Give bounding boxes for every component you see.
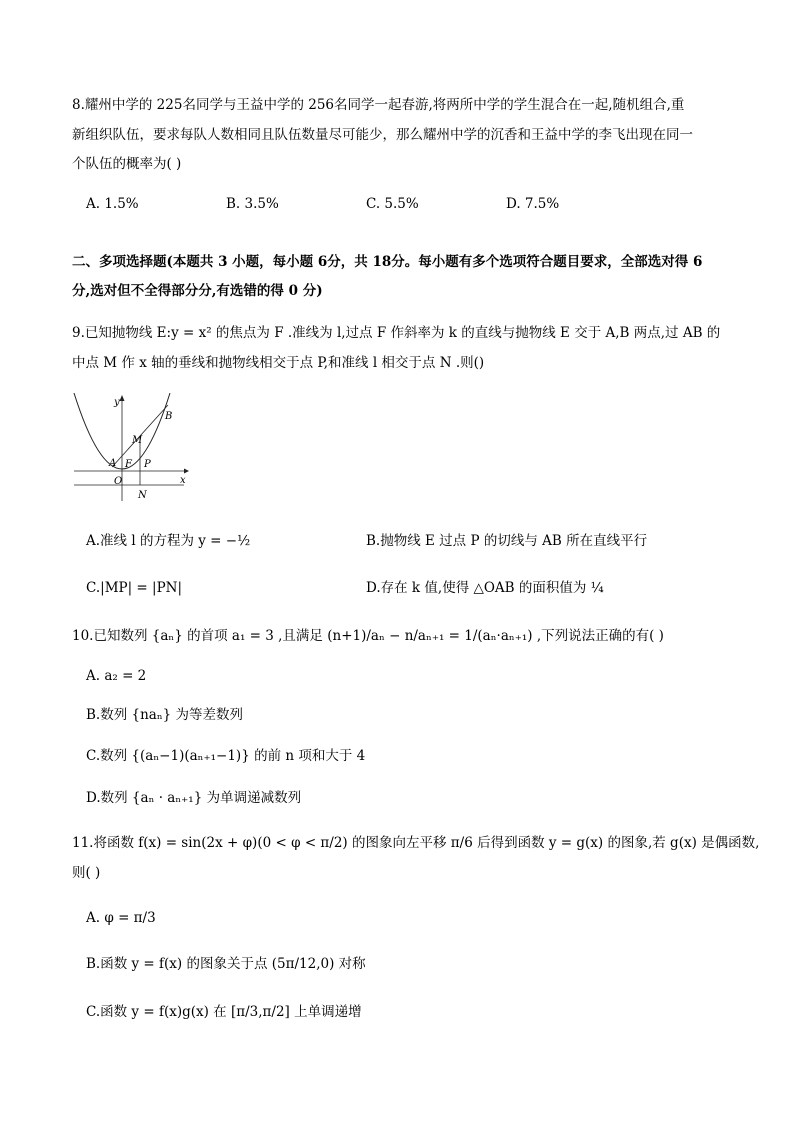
q8-option-d: D. 7.5% xyxy=(506,196,560,212)
q8-option-b: B. 3.5% xyxy=(226,196,279,212)
q10-stem: 10.已知数列 {aₙ} 的首项 a₁ = 3 ,且满足 (n+1)/aₙ − n/aₙ₊₁ = 1/(aₙ·aₙ₊₁) ,下列说法正确的有( ) xyxy=(72,628,664,644)
q8-line-3: 个队伍的概率为( ) xyxy=(72,156,182,172)
q9-line-1: 9.已知抛物线 E:y = x² 的焦点为 F .准线为 l,过点 F 作斜率为 k 的直线与抛物线 E 交于 A,B 两点,过 AB 的 xyxy=(72,325,721,341)
q11-option-c: C.函数 y = f(x)g(x) 在 [π/3,π/2] 上单调递增 xyxy=(86,1004,362,1020)
section-2-heading-line-1: 二、多项选择题(本题共 3 小题，每小题 6分，共 18分。每小题有多个选项符合题目要求，全部选对得 6 xyxy=(72,254,703,270)
section-2-heading-line-2: 分,选对但不全得部分分,有选错的得 0 分) xyxy=(72,283,323,299)
q9-option-b: B.抛物线 E 过点 P 的切线与 AB 所在直线平行 xyxy=(366,533,648,549)
label-f: F xyxy=(125,459,132,470)
label-x: x xyxy=(180,475,186,486)
q9-line-2: 中点 M 作 x 轴的垂线和抛物线相交于点 P,和准线 l 相交于点 N .则() xyxy=(72,355,485,371)
y-axis-arrow xyxy=(120,395,125,401)
q8-line-1: 8.耀州中学的 225名同学与王益中学的 256名同学一起春游,将两所中学的学生混合在一起,随机组合,重 xyxy=(72,97,685,113)
q8-line-2: 新组织队伍，要求每队人数相同且队伍数量尽可能少，那么耀州中学的沉香和王益中学的李飞出现在同一 xyxy=(72,127,693,143)
label-n: N xyxy=(138,490,147,501)
q10-option-a: A. a₂ = 2 xyxy=(86,668,147,684)
q9-option-d: D.存在 k 值,使得 △OAB 的面积值为 ¼ xyxy=(366,580,604,596)
label-m: M xyxy=(132,435,143,446)
q10-option-c: C.数列 {(aₙ−1)(aₙ₊₁−1)} 的前 n 项和大于 4 xyxy=(86,748,366,764)
q11-line-1: 11.将函数 f(x) = sin(2x + φ)(0 < φ < π/2) 的图象向左平移 π/6 后得到函数 y = g(x) 的图象,若 g(x) 是偶函数, xyxy=(72,835,760,851)
q9-option-a: A.准线 l 的方程为 y = −½ xyxy=(86,533,251,549)
q10-option-d: D.数列 {aₙ · aₙ₊₁} 为单调递减数列 xyxy=(86,790,302,806)
label-o: O xyxy=(114,476,123,487)
label-p: P xyxy=(144,459,151,470)
x-axis-arrow xyxy=(184,469,189,474)
label-y: y xyxy=(114,397,120,408)
label-a: A xyxy=(109,458,117,469)
q9-option-c: C.|MP| = |PN| xyxy=(86,580,183,596)
q11-line-2: 则( ) xyxy=(72,865,101,881)
q11-option-a: A. φ = π/3 xyxy=(86,910,156,926)
q10-option-b: B.数列 {naₙ} 为等差数列 xyxy=(86,707,244,723)
q8-option-a: A. 1.5% xyxy=(86,196,139,212)
q8-option-c: C. 5.5% xyxy=(366,196,419,212)
parabola-figure xyxy=(72,393,190,503)
q11-option-b: B.函数 y = f(x) 的图象关于点 (5π/12,0) 对称 xyxy=(86,956,366,972)
label-b: B xyxy=(165,411,173,422)
